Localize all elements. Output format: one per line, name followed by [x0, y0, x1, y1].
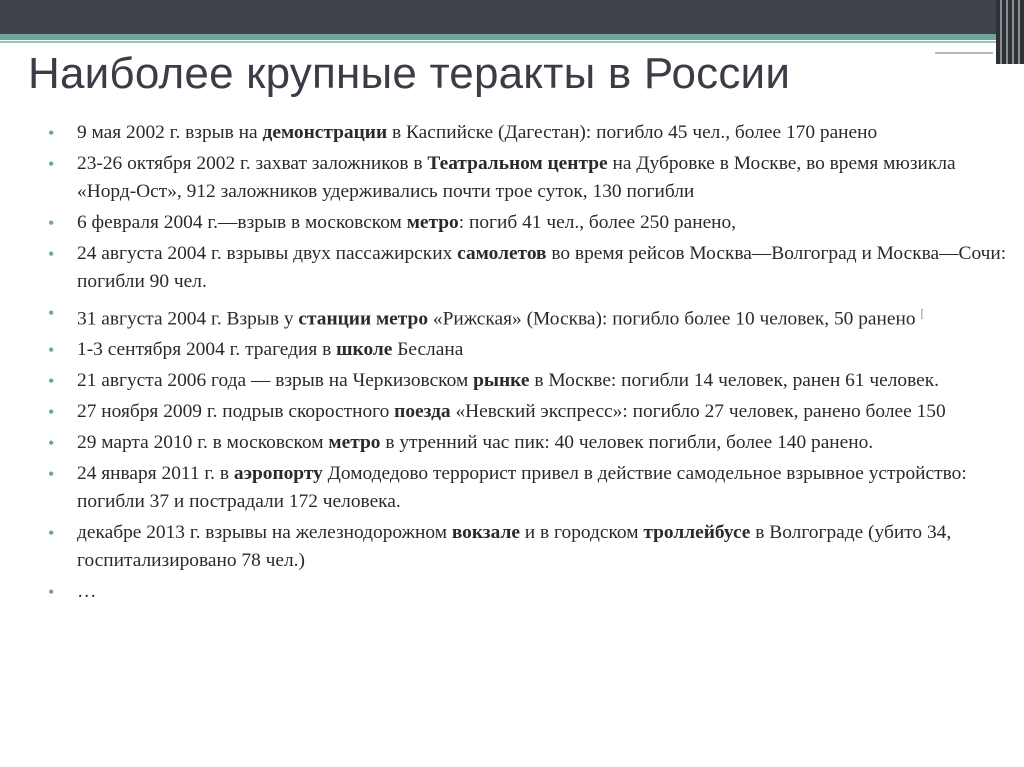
header-band — [0, 0, 1024, 34]
item-text: в утренний час пик: 40 человек погибли, более 140 ранено. — [380, 432, 874, 454]
item-keyword: демонстрации — [262, 122, 388, 143]
bullet-icon: • — [48, 371, 55, 392]
bullet-icon: • — [48, 523, 55, 544]
list-item — [48, 460, 1008, 516]
bullet-icon: • — [48, 154, 55, 174]
item-keyword: вокзале — [451, 522, 520, 544]
item-text: 9 мая 2002 г. взрыв на — [77, 122, 263, 143]
item-text: Домодедово террорист привел в действие самодельное взрывное устройство: погибли 37 и пострадали 172 человека. — [77, 463, 967, 513]
item-keyword: аэропорту — [233, 463, 323, 485]
bullet-icon: • — [48, 464, 55, 485]
list-item — [48, 398, 1008, 426]
item-keyword: метро — [328, 432, 381, 454]
item-text: в Волгограде (убито 34, госпитализировано 78 чел.) — [77, 522, 952, 572]
item-keyword: станции метро — [298, 308, 429, 330]
slide-title: Наиболее крупные теракты в России — [28, 49, 791, 98]
corner-rule — [935, 52, 993, 54]
item-text: на Дубровке в Москве, во время мюзикла «Норд-Ост», 912 заложников удерживались почти трое суток, 130 погибли — [77, 153, 956, 202]
item-text: 6 февраля 2004 г.—взрыв в московском — [77, 212, 407, 233]
item-text: Беслана — [392, 339, 464, 361]
item-text: 31 августа 2004 г. Взрыв у — [77, 308, 299, 330]
item-keyword: метро — [406, 212, 459, 233]
item-keyword: рынке — [473, 370, 530, 392]
item-text: 23-26 октября 2002 г. захват заложников в — [77, 153, 428, 174]
item-keyword: поезда — [394, 401, 451, 423]
accent-line — [0, 34, 1000, 40]
list-item — [48, 429, 1008, 457]
accent-line-thin — [0, 41, 1000, 43]
item-text: и в городском — [519, 522, 644, 544]
bullet-icon: • — [48, 123, 55, 143]
item-keyword: самолетов — [457, 243, 547, 264]
item-text: 29 марта 2010 г. в московском — [77, 432, 329, 454]
bullet-icon: • — [48, 433, 55, 454]
attack-list — [48, 119, 1008, 609]
bullet-icon: • — [48, 213, 55, 233]
item-text: … — [77, 581, 97, 603]
item-keyword: школе — [336, 339, 393, 361]
list-item — [48, 209, 1008, 237]
item-keyword: троллейбусе — [643, 522, 751, 544]
list-item — [48, 367, 1008, 395]
item-text: 21 августа 2006 года — взрыв на Черкизовском — [77, 370, 474, 392]
bullet-icon: • — [48, 582, 55, 603]
item-text: «Рижская» (Москва): погибло более 10 человек, 50 ранено — [428, 308, 921, 330]
corner-stripes — [996, 0, 1024, 64]
reference-link[interactable]: [ — [920, 306, 925, 320]
list-item — [48, 150, 1008, 206]
item-text: 24 января 2011 г. в — [77, 463, 234, 485]
bullet-icon: • — [48, 402, 55, 423]
item-keyword: Театральном центре — [427, 153, 608, 174]
item-text: «Невский экспресс»: погибло 27 человек, ранено более 150 — [450, 401, 946, 423]
item-text: декабре 2013 г. взрывы на железнодорожном — [77, 522, 452, 544]
item-text: 27 ноября 2009 г. подрыв скоростного — [77, 401, 395, 423]
list-item — [48, 299, 1008, 333]
bullet-icon: • — [48, 303, 55, 323]
list-item — [48, 519, 1008, 575]
bullet-icon: • — [48, 244, 55, 264]
item-text: во время рейсов Москва—Волгоград и Москва—Сочи: погибли 90 чел. — [77, 243, 1007, 292]
list-item — [48, 240, 1008, 296]
item-text: в Москве: погибли 14 человек, ранен 61 человек. — [529, 370, 939, 392]
list-item — [48, 578, 1008, 606]
bullet-icon: • — [48, 340, 55, 361]
item-text: : погиб 41 чел., более 250 ранено, — [458, 212, 737, 233]
list-item — [48, 336, 1008, 364]
list-item — [48, 119, 1008, 147]
item-text: 1-3 сентября 2004 г. трагедия в — [77, 339, 337, 361]
item-text: в Каспийске (Дагестан): погибло 45 чел., более 170 ранено — [387, 122, 878, 143]
item-text: 24 августа 2004 г. взрывы двух пассажирских — [77, 243, 458, 264]
